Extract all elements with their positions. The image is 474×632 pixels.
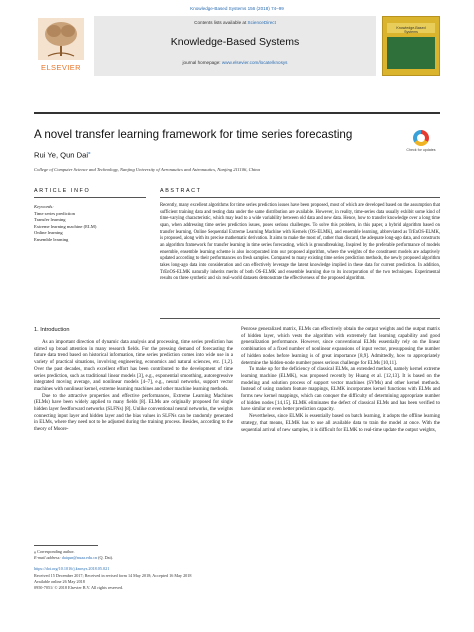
abstract-rule xyxy=(160,197,440,198)
abstract-heading: ABSTRACT xyxy=(160,188,202,194)
running-head: Knowledge-Based Systems 156 (2018) 74–99 xyxy=(190,6,284,11)
cover-label: Knowledge-Based Systems xyxy=(396,26,426,34)
keywords-list xyxy=(34,211,134,243)
article-title: A novel transfer learning framework for time series forecasting xyxy=(34,128,353,141)
email-label: E-mail address: xyxy=(34,555,61,561)
elsevier-tree-icon xyxy=(34,16,88,62)
email-link[interactable]: daiqun@nuaa.edu.cn xyxy=(61,555,98,561)
crossmark-icon xyxy=(413,130,429,146)
abstract-text: Recently, many excellent algorithms for time series prediction issues have been proposed, most of which are developed based on the assumption that sufficient training data and testing data under the same distribution are available. However, in reality, time-series data usually exhibit some kind of time-varying characteristic, which may lead to a wide variability between old data and new data. Hence, how to transfer knowledge over a long time span, when addressing time series prediction issues, poses serious challenges. To solve this problem, in this paper, a hybrid algorithm based on transfer learning, Online Sequential Extreme Learning Machine with Kernels (OS-ELMK), and ensemble learning, abbreviated as TrEnOS-ELMK, is proposed, along with its precise mathematic derivation. It aims to make the most of, rather than discard, the adequate long-ago data, and constructs an algorithm framework for transfer learning in time series forecasting, which is groundbreaking. Inspired by the preferable performance of models ensemble, ensemble learning scheme is also incorporated into our proposed algorithm, where the weights of the constituent models are adaptively updated according to their performances on fresh samples. Compared to many existing time series prediction methods, the newly proposed algorithm takes long-ago data into consideration and can effectively leverage the latent knowledge implied in these data for current prediction. In addition, TrEnOS-ELMK naturally inherits merits of both OS-ELMK and ensemble learning due to its incorporation of the two techniques. Experimental results on three synthetic and six real-world datasets demonstrate the effectiveness of the proposed algorithm. xyxy=(160,203,440,282)
keyword: Transfer learning xyxy=(34,217,66,223)
keyword: Time series prediction xyxy=(34,211,75,216)
crossmark-label: Check for updates xyxy=(406,148,436,152)
section-heading-introduction: 1. Introduction xyxy=(34,327,70,333)
affiliation: College of Computer Science and Technology, Nanjing University of Aeronautics and Astronautics, Nanjing 211106, China xyxy=(34,167,260,172)
paragraph: Nevertheless, since ELMK is essentially based on batch learning, it adopts the offline learning strategy, that means, ELMK has to use all available data to train the model at once. With the sequential arrival of new samples, it is difficult for ELMK to real-time update the output weights, xyxy=(241,414,440,433)
online-date: Available online 26 May 2018 xyxy=(34,578,85,584)
publisher-name: ELSEVIER xyxy=(41,63,81,72)
paragraph: To make up for the deficiency of classical ELMs, an extended method, namely kernel extreme learning machine (ELMK), was proposed recently by Huang et al. [12,13]. It is based on the modeling and solution process of support vector machines (SVMs) and other kernel methods. Instead of using random feature mappings, ELMK incorporates kernel functions with ELMs and forms new kernel mappings, which can conquer the difficulty of determining appropriate number of hidden nodes [14,15]. ELMK eliminates the defect of classical ELMs and has been verified to have similar or even better prediction capacity. xyxy=(241,367,440,413)
journal-title: Knowledge-Based Systems xyxy=(170,36,300,48)
received-dates: Received 15 December 2017; Received in revised form 14 May 2018; Accepted 16 May 2018 xyxy=(34,572,192,578)
contents-line xyxy=(94,20,376,25)
paragraph: As an important direction of dynamic data analysis and processing, time series prediction has stirred up broad attention in many research fields. For the pressing demand of forecasting the future data trend based on historical information, time series prediction comes into wide use in a variety of practical situations, involving engineering, economics and natural sciences, etc. [1,2]. Over the past decades, much excellent effort has been contributed to the development of time series prediction, such as traditional linear models [3], e.g., exponential smoothing, autoregressive integrated moving average, and nonlinear models [4–7], e.g., neural networks, support vector machines with nonlinear kernel, extreme learning machines and other machine learning methods. xyxy=(34,340,233,392)
authors xyxy=(34,150,91,160)
journal-homepage xyxy=(94,60,376,65)
email-suffix: (Q. Dai). xyxy=(98,555,114,561)
crossmark-badge[interactable] xyxy=(404,130,438,160)
article-info-rule xyxy=(34,197,146,198)
footnote xyxy=(34,549,334,591)
author-names: Rui Ye, Qun Dai xyxy=(34,150,89,160)
masthead-rule xyxy=(34,112,440,114)
body-column-right xyxy=(241,327,440,434)
paragraph: Penrose generalized matrix, ELMs can effectively obtain the output weights and the output matrix of hidden layer, which vests the algorithm with extremely fast learning capability and good generalization performance. However, since conventional ELMs essentially rely on the linear combination of a fixed number of nonlinear expansions of input vector, presupposing the number of hidden nodes before learning is of great importance [8,9]. Admittedly, how to appropriately determine the hidden-node number poses serious challenge for ELMs [10,11]. xyxy=(241,327,440,366)
corresponding-author-note: ⁎ Corresponding author. xyxy=(34,549,75,554)
keyword: Ensemble learning xyxy=(34,236,69,242)
corresponding-author-mark[interactable]: ⁎ xyxy=(88,150,91,156)
homepage-prefix: journal homepage: xyxy=(182,60,221,65)
footnote-rule xyxy=(34,545,98,546)
doi-link[interactable]: https://doi.org/10.1016/j.knosys.2018.05.021 xyxy=(34,566,110,572)
sciencedirect-link[interactable]: ScienceDirect xyxy=(247,20,276,25)
elsevier-logo xyxy=(34,16,88,76)
paragraph: Due to the attractive properties and effective performances, Extreme Learning Machines (ELMs) have been widely applied to many fields [8]. ELMs are originally proposed for single hidden layer feedforward networks (SLFNs) [8]. Unlike conventional neural networks, the weights connecting input layer and hidden layer and the bias values in SLFNs can be randomly generated in ELMs, where they need not to be adjusted during the training process. Besides, according to the theory of Moore- xyxy=(34,393,233,433)
journal-masthead xyxy=(34,16,440,76)
abstract-end-rule xyxy=(160,318,440,319)
keyword: Extreme learning machine (ELM) xyxy=(34,223,97,229)
journal-cover-thumbnail xyxy=(382,16,440,76)
contents-prefix: Contents lists available at xyxy=(194,20,247,25)
homepage-link[interactable]: www.elsevier.com/locate/knosys xyxy=(221,60,288,65)
copyright: 0950-7051/ © 2018 Elsevier B.V. All rights reserved. xyxy=(34,585,124,591)
keyword: Online learning xyxy=(34,230,63,236)
article-info-heading: ARTICLE INFO xyxy=(34,188,91,194)
keywords-heading: Keywords: xyxy=(34,204,54,209)
body-column-left xyxy=(34,340,233,434)
